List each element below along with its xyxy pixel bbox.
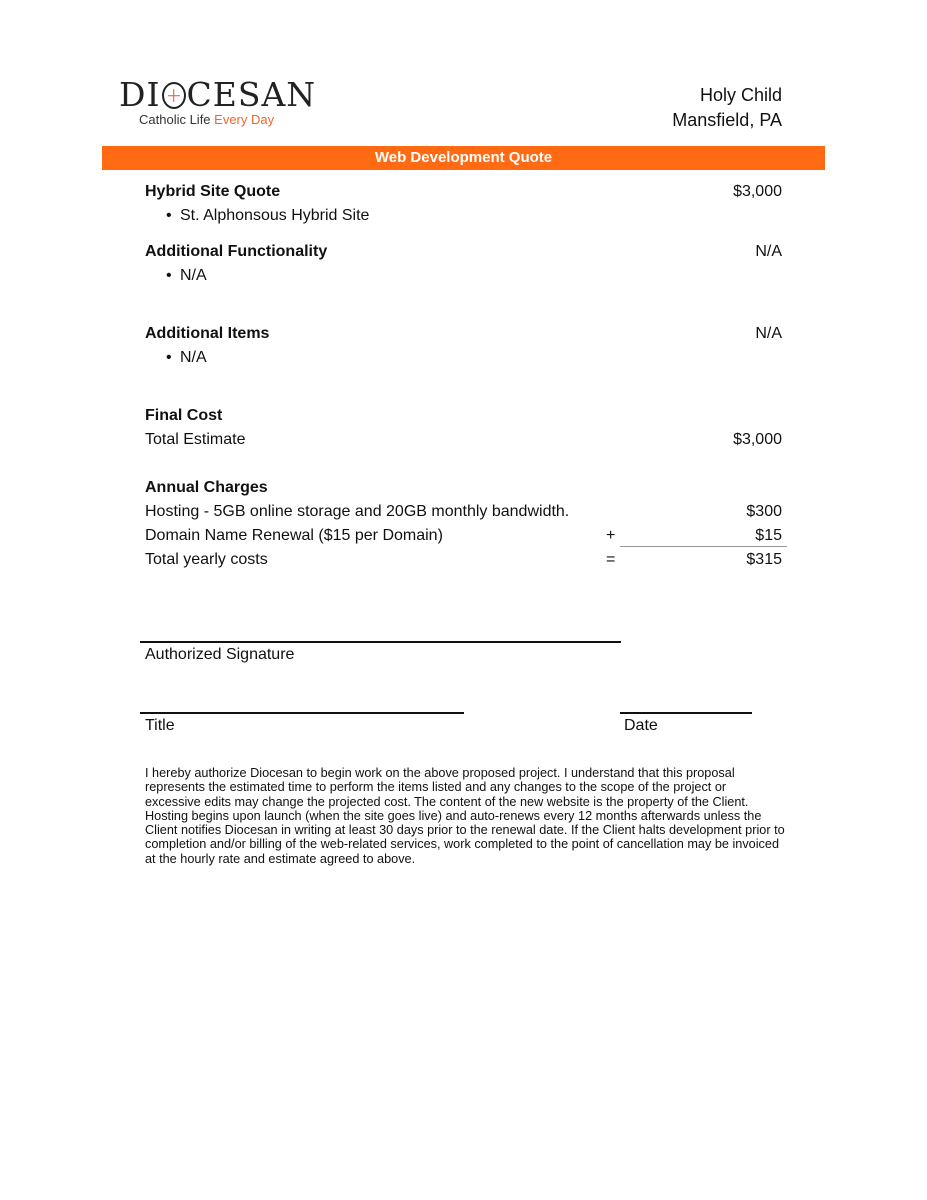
functionality-heading: Additional Functionality bbox=[145, 243, 328, 260]
bullet-text: N/A bbox=[180, 267, 207, 284]
hybrid-heading: Hybrid Site Quote bbox=[145, 183, 281, 200]
cross-in-circle-icon bbox=[162, 82, 186, 109]
signature-line[interactable] bbox=[140, 641, 621, 643]
bullet-text: St. Alphonsous Hybrid Site bbox=[180, 207, 370, 224]
hosting-label: Hosting - 5GB online storage and 20GB monthly bandwidth. bbox=[145, 503, 570, 520]
bullet-text: N/A bbox=[180, 349, 207, 366]
equals-operator: = bbox=[606, 551, 616, 568]
hosting-amount: $300 bbox=[746, 503, 782, 520]
hybrid-bullet-item bbox=[166, 206, 369, 226]
functionality-amount: N/A bbox=[755, 243, 782, 260]
domain-label: Domain Name Renewal ($15 per Domain) bbox=[145, 527, 443, 544]
logo-wordmark-right: CESAN bbox=[186, 75, 317, 114]
total-yearly-label: Total yearly costs bbox=[145, 551, 268, 568]
items-bullet-item bbox=[166, 348, 207, 368]
bullet-icon: • bbox=[166, 207, 172, 224]
tagline-main: Catholic Life bbox=[139, 112, 215, 127]
client-location: Mansfield, PA bbox=[672, 110, 782, 130]
total-yearly-amount: $315 bbox=[746, 551, 782, 568]
sum-divider bbox=[620, 546, 787, 547]
logo-wordmark-left: DI bbox=[119, 75, 161, 114]
tagline-accent: Every Day bbox=[214, 112, 275, 127]
items-heading: Additional Items bbox=[145, 325, 270, 342]
title-line[interactable] bbox=[140, 712, 464, 714]
functionality-bullet-item bbox=[166, 266, 207, 286]
domain-amount: $15 bbox=[755, 527, 782, 544]
annual-heading: Annual Charges bbox=[145, 479, 268, 496]
title-label: Title bbox=[145, 717, 175, 734]
bullet-icon: • bbox=[166, 267, 172, 284]
authorized-signature-label: Authorized Signature bbox=[145, 646, 295, 663]
bullet-icon: • bbox=[166, 349, 172, 366]
quote-banner: Web Development Quote bbox=[102, 146, 825, 170]
final-heading: Final Cost bbox=[145, 407, 223, 424]
plus-operator: + bbox=[606, 527, 616, 544]
total-estimate-label: Total Estimate bbox=[145, 431, 246, 448]
client-name: Holy Child bbox=[699, 85, 782, 105]
total-estimate-amount: $3,000 bbox=[733, 431, 782, 448]
items-amount: N/A bbox=[755, 325, 782, 342]
hybrid-amount: $3,000 bbox=[733, 183, 782, 200]
authorization-disclaimer: I hereby authorize Diocesan to begin work on the above proposed project. I understand that this proposal represents the estimated time to perform the items listed and any changes to the scope of the project or excessive edits may change the projected cost. The content of the new website is the property of the Client. Hosting begins upon launch (when the site goes live) and auto-renews every 12 months afterwards unless the Client notifies Diocesan in writing at least 30 days prior to the renewal date. If the Client halts development prior to completion and/or billing of the web-related services, work completed to the point of cancellation may be invoiced at the hourly rate and estimate agreed to above. bbox=[145, 766, 785, 866]
date-line[interactable] bbox=[620, 712, 752, 714]
diocesan-logo bbox=[119, 76, 316, 114]
logo-tagline bbox=[139, 112, 274, 127]
date-label: Date bbox=[624, 717, 658, 734]
